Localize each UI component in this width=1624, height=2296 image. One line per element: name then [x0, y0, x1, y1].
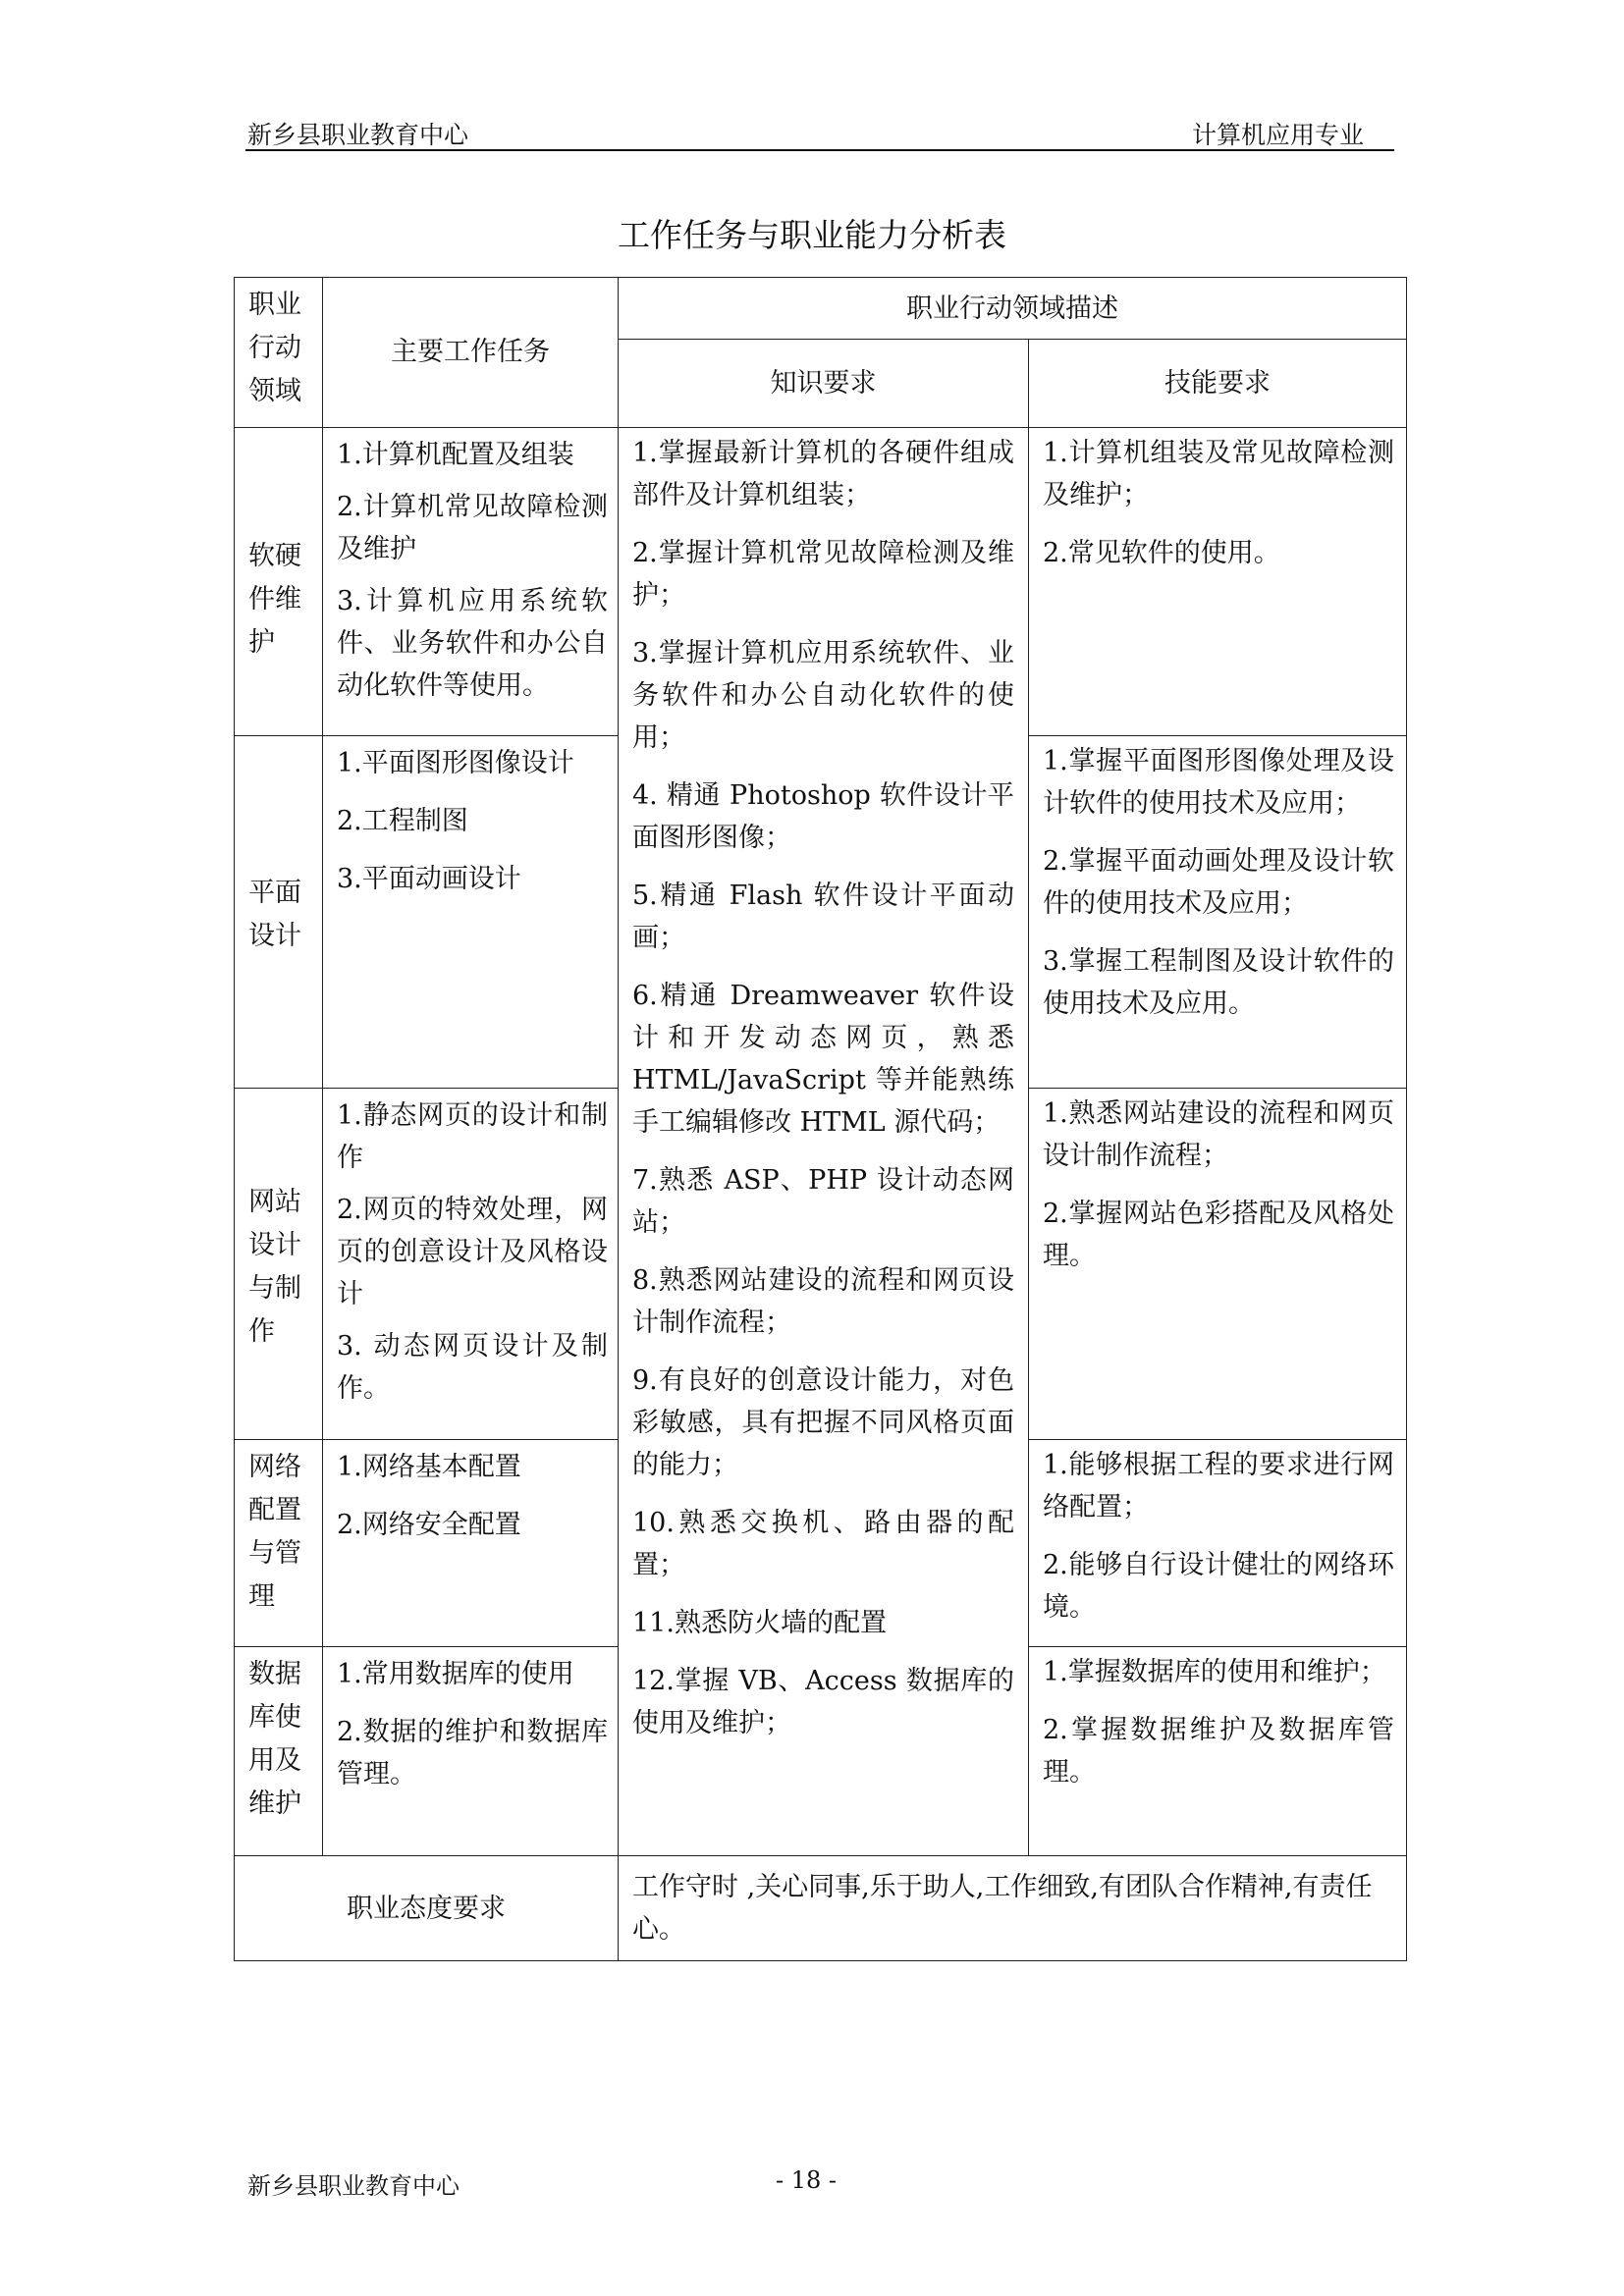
- header-left: 新乡县职业教育中心: [247, 121, 469, 149]
- knowledge-cell: [619, 427, 1029, 1856]
- task-item: 1.计算机配置及组装: [337, 439, 574, 470]
- header-knowledge: 知识要求: [619, 340, 1029, 427]
- skill-item: 2.掌握数据维护及数据库管理。: [1043, 1715, 1394, 1789]
- header-rule: [245, 149, 1394, 151]
- task-item: 2.计算机常见故障检测及维护: [337, 491, 608, 564]
- tasks-cell: [323, 1440, 619, 1647]
- skill-item: 1.计算机组装及常见故障检测及维护；: [1043, 437, 1394, 510]
- skill-item: 1.能够根据工程的要求进行网络配置；: [1043, 1450, 1394, 1523]
- knowledge-item: 4. 精通 Photoshop 软件设计平面图形图像；: [632, 779, 1014, 853]
- header-right: 计算机应用专业: [1191, 121, 1364, 149]
- skill-item: 3.掌握工程制图及设计软件的使用技术及应用。: [1043, 946, 1394, 1020]
- skill-item: 1.掌握数据库的使用和维护；: [1043, 1657, 1386, 1688]
- domain-cell: 平面设计: [235, 736, 323, 1089]
- task-item: 1.常用数据库的使用: [337, 1659, 574, 1690]
- skill-item: 1.掌握平面图形图像处理及设计软件的使用技术及应用；: [1043, 746, 1394, 820]
- task-item: 3.计算机应用系统软件、业务软件和办公自动化软件等使用。: [337, 585, 608, 701]
- tasks-cell: [323, 1647, 619, 1856]
- task-item: 1.静态网页的设计和制作: [337, 1100, 608, 1174]
- task-item: 2.工程制图: [337, 806, 468, 837]
- header-skills: 技能要求: [1029, 340, 1407, 427]
- task-item: 2.数据的维护和数据库管理。: [337, 1717, 608, 1790]
- knowledge-item: 6.精通 Dreamweaver 软件设计和开发动态网页，熟悉HTML/JavaScript 等并能熟练手工编辑修改 HTML 源代码；: [632, 980, 1014, 1138]
- task-item: 1.网络基本配置: [337, 1452, 521, 1483]
- skill-item: 2.常见软件的使用。: [1043, 537, 1280, 568]
- tasks-cell: [323, 1089, 619, 1440]
- domain-cell: 网站设计与制作: [235, 1089, 323, 1440]
- domain-cell: 数据库使用及维护: [235, 1647, 323, 1856]
- knowledge-item: 5.精通 Flash 软件设计平面动画；: [632, 880, 1014, 953]
- task-item: 2.网络安全配置: [337, 1510, 521, 1541]
- knowledge-item: 2.掌握计算机常见故障检测及维护；: [632, 537, 1014, 611]
- skills-cell: [1029, 427, 1407, 736]
- knowledge-item: 9.有良好的创意设计能力，对色彩敏感，具有把握不同风格页面的能力；: [632, 1364, 1014, 1480]
- knowledge-item: 8.熟悉网站建设的流程和网页设计制作流程；: [632, 1264, 1014, 1338]
- knowledge-item: 7.熟悉 ASP、PHP 设计动态网站；: [632, 1164, 1014, 1238]
- tasks-cell: [323, 736, 619, 1089]
- domain-cell: 网络配置与管理: [235, 1440, 323, 1647]
- domain-cell: 软硬件维护: [235, 427, 323, 736]
- knowledge-item: 12.掌握 VB、Access 数据库的使用及维护；: [632, 1665, 1014, 1738]
- knowledge-item: 1.掌握最新计算机的各硬件组成部件及计算机组装；: [632, 437, 1014, 510]
- page-title: 工作任务与职业能力分析表: [618, 216, 1006, 254]
- task-item: 2.网页的特效处理，网页的创意设计及风格设计: [337, 1195, 608, 1310]
- header-tasks: 主要工作任务: [323, 278, 619, 428]
- attitude-label: 职业态度要求: [235, 1856, 619, 1961]
- knowledge-item: 11.熟悉防火墙的配置: [632, 1607, 887, 1638]
- knowledge-item: 10.熟悉交换机、路由器的配置；: [632, 1507, 1014, 1580]
- page-number: - 18 -: [776, 2166, 838, 2194]
- analysis-table: [234, 277, 1407, 1961]
- skill-item: 2.能够自行设计健壮的网络环境。: [1043, 1550, 1394, 1624]
- task-item: 3. 动态网页设计及制作。: [337, 1331, 608, 1405]
- header-description: 职业行动领域描述: [619, 278, 1407, 340]
- tasks-cell: [323, 427, 619, 736]
- task-item: 3.平面动画设计: [337, 864, 521, 895]
- header-domain: 职业行动领域: [235, 278, 323, 428]
- skills-cell: [1029, 1440, 1407, 1647]
- attitude-text: 工作守时 ,关心同事,乐于助人,工作细致,有团队合作精神,有责任心。: [619, 1856, 1407, 1961]
- footer-left: 新乡县职业教育中心: [247, 2172, 460, 2200]
- skills-cell: [1029, 1647, 1407, 1856]
- skill-item: 2.掌握网站色彩搭配及风格处理。: [1043, 1199, 1394, 1272]
- task-item: 1.平面图形图像设计: [337, 748, 574, 779]
- knowledge-item: 3.掌握计算机应用系统软件、业务软件和办公自动化软件的使用；: [632, 637, 1014, 753]
- skills-cell: [1029, 1089, 1407, 1440]
- skill-item: 1.熟悉网站建设的流程和网页设计制作流程；: [1043, 1098, 1394, 1172]
- skills-cell: [1029, 736, 1407, 1089]
- skill-item: 2.掌握平面动画处理及设计软件的使用技术及应用；: [1043, 846, 1394, 920]
